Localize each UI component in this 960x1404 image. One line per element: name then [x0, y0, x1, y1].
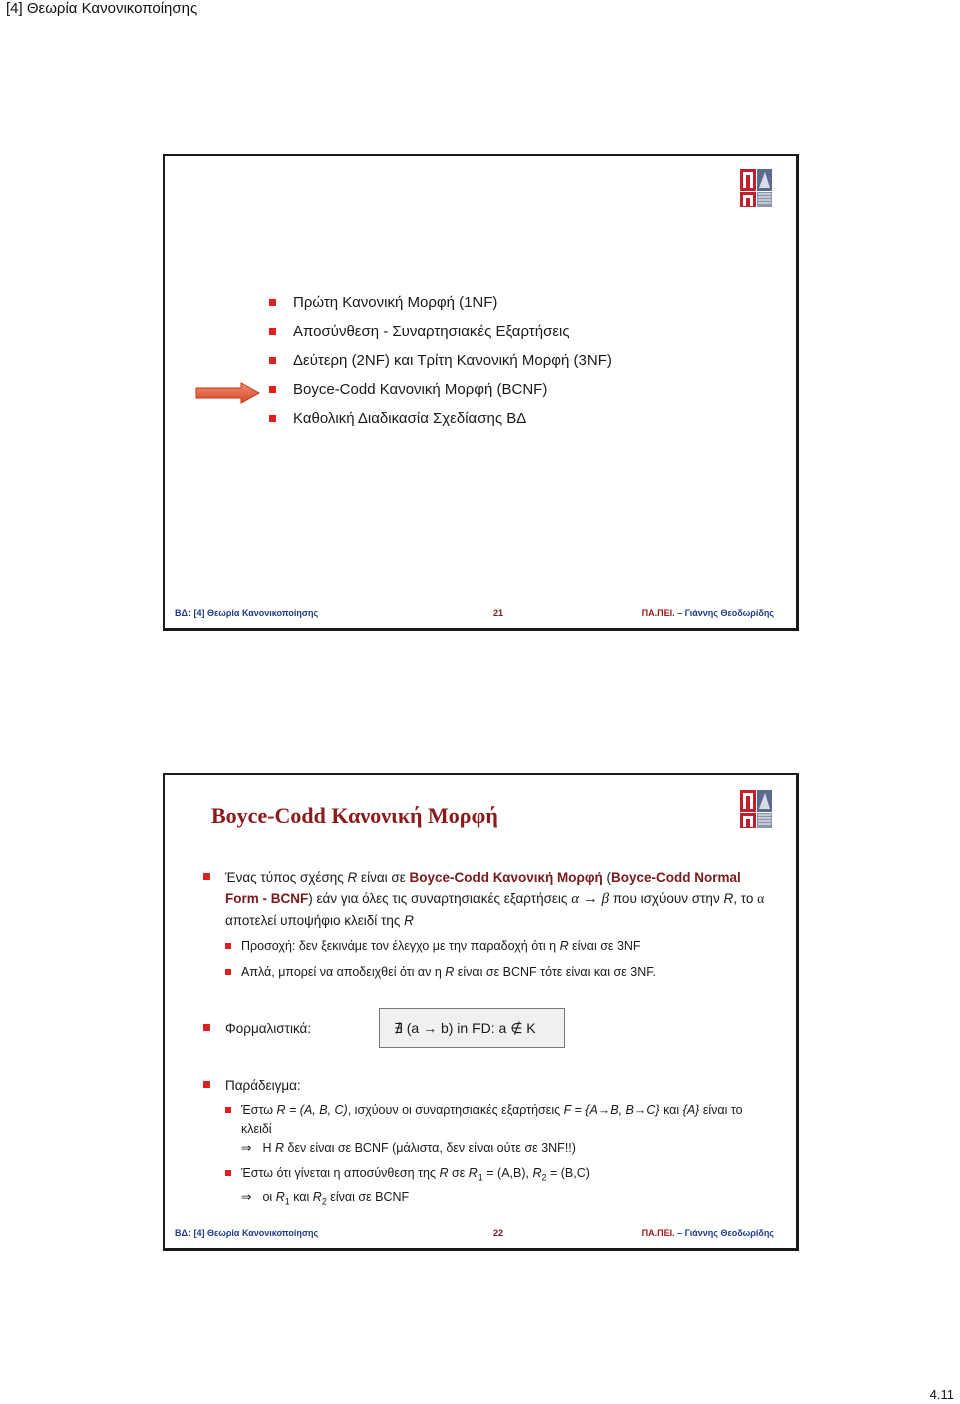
outline-item-decomposition: Αποσύνθεση - Συναρτησιακές Εξαρτήσεις [269, 323, 612, 352]
example-item-decomposition: Έστω ότι γίνεται η αποσύνθεση της R σε $R_1 = (A,B)$, $R_2 = (B,C)$ [225, 1164, 773, 1188]
example-conclusion-2: ⇒ οι $R_1$ και $R_2$ είναι σε BCNF [241, 1189, 410, 1206]
square-bullet-icon [225, 1170, 231, 1176]
implies-icon: ⇒ [241, 1189, 252, 1204]
example-item-relation: Έστω R = (A, B, C), ισχύουν οι συναρτησιακές εξαρτήσεις F = {A→B, B→C} και {A} είναι το κλειδί [225, 1101, 773, 1139]
slide-number: 21 [493, 608, 504, 618]
square-bullet-icon [269, 357, 276, 364]
square-bullet-icon [203, 1081, 210, 1088]
note-attention: Προσοχή: δεν ξεκινάμε τον έλεγχο με την παραδοχή ότι η R είναι σε 3NF [225, 937, 773, 956]
outline-list [269, 294, 612, 439]
outline-item-bcnf: Boyce-Codd Κανονική Μορφή (BCNF) [269, 381, 612, 410]
university-logo-icon [739, 789, 773, 829]
formula-box: ∄ (a → b) in FD: a ∉ K [379, 1008, 565, 1048]
slide-22 [163, 773, 799, 1251]
slide-body [203, 867, 773, 982]
slide-number: 22 [493, 1228, 504, 1238]
example-label: Παράδειγμα: [203, 1075, 301, 1096]
square-bullet-icon [269, 328, 276, 335]
square-bullet-icon [225, 1107, 231, 1113]
implies-icon: ⇒ [241, 1141, 252, 1155]
square-bullet-icon [203, 873, 210, 880]
note-implication: Απλά, μπορεί να αποδειχθεί ότι αν η R είναι σε BCNF τότε είναι και σε 3NF. [225, 963, 773, 982]
square-bullet-icon [203, 1024, 210, 1031]
current-section-arrow-icon [195, 382, 261, 404]
university-logo-icon [739, 168, 773, 208]
slide-footer [175, 608, 774, 622]
outline-item-design-procedure: Καθολική Διαδικασία Σχεδίασης ΒΔ [269, 410, 612, 439]
formal-label: Φορμαλιστικά: [203, 1018, 311, 1039]
square-bullet-icon [269, 299, 276, 306]
bcnf-definition: Ένας τύπος σχέσης R είναι σε Boyce-Codd Κανονική Μορφή (Boyce-Codd Normal Form - BCNF) εάν για όλες τις συναρτησιακές εξαρτήσεις α → β που ισχύουν στην R, το α αποτελεί υποψήφιο κλειδί της R [203, 867, 773, 931]
square-bullet-icon [225, 969, 231, 975]
footer-course: ΒΔ: [4] Θεωρία Κανονικοποίησης [175, 1228, 319, 1238]
outline-item-1nf: Πρώτη Κανονική Μορφή (1NF) [269, 294, 612, 323]
footer-course: ΒΔ: [4] Θεωρία Κανονικοποίησης [175, 608, 319, 618]
slide-footer [175, 1228, 774, 1242]
slide-title: Boyce-Codd Κανονική Μορφή [211, 803, 498, 828]
outline-item-2nf-3nf: Δεύτερη (2NF) και Τρίτη Κανονική Μορφή (3NF) [269, 352, 612, 381]
example-block [203, 1101, 773, 1211]
slide-21 [163, 154, 799, 631]
square-bullet-icon [225, 943, 231, 949]
example-conclusion-1: ⇒ Η R δεν είναι σε BCNF (μάλιστα, δεν είναι ούτε σε 3NF!!) [225, 1139, 773, 1158]
square-bullet-icon [269, 415, 276, 422]
square-bullet-icon [269, 386, 276, 393]
footer-institution: ΠΑ.ΠΕΙ. – Γιάννης Θεοδωρίδης [641, 1228, 774, 1238]
page-number: 4.11 [929, 1387, 954, 1402]
footer-institution: ΠΑ.ΠΕΙ. – Γιάννης Θεοδωρίδης [641, 608, 774, 618]
page-header: [4] Θεωρία Κανονικοποίησης [6, 0, 198, 17]
